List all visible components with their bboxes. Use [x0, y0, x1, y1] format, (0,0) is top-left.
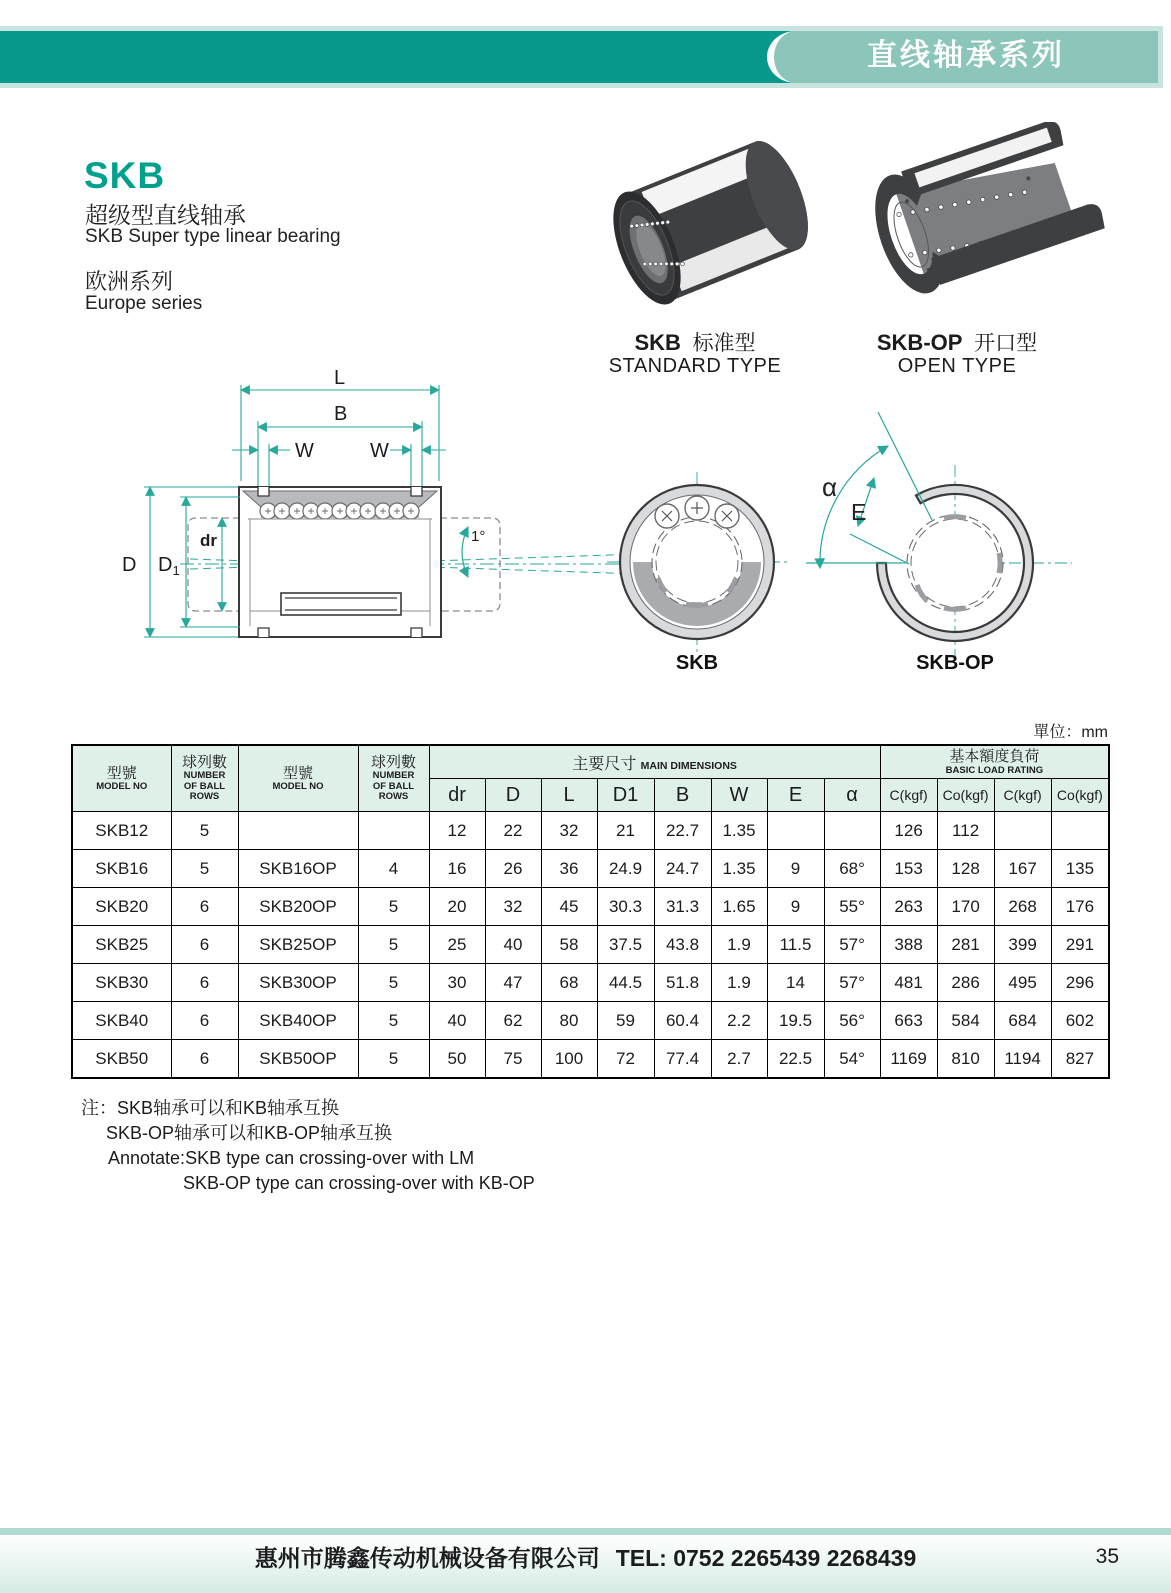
banner-pill [767, 31, 1158, 83]
alpha-label: α [822, 472, 838, 502]
cell-rows: 6 [171, 964, 238, 1002]
header-E: E [767, 779, 824, 812]
note-line: 注：SKB轴承可以和KB轴承互换 [81, 1098, 340, 1118]
caption-model: SKB-OP [876, 330, 963, 355]
skb-section-view [607, 472, 787, 674]
cell-model: SKB40 [72, 1002, 171, 1040]
series-name-en: Europe series [85, 293, 203, 314]
svg-text:L: L [334, 367, 346, 389]
cell-C1: 1169 [880, 1040, 937, 1079]
cell-E: 22.5 [767, 1040, 824, 1079]
table-row [72, 888, 1109, 926]
cell-Co1: 281 [937, 926, 994, 964]
spec-table [71, 744, 1110, 1079]
cell-rows_op: 5 [358, 888, 429, 926]
cell-W: 2.2 [711, 1002, 767, 1040]
notes [81, 1096, 535, 1196]
unit-label: 單位：mm [1033, 724, 1108, 741]
cell-D1: 37.5 [597, 926, 654, 964]
cell-rows_op: 5 [358, 1040, 429, 1079]
cell-model_op: SKB16OP [238, 850, 358, 888]
svg-text:B: B [334, 403, 348, 425]
note-line: Annotate:SKB type can crossing-over with LM [108, 1148, 475, 1168]
caption-en: OPEN TYPE [897, 355, 1017, 377]
svg-text:W: W [370, 440, 389, 462]
cell-rows: 6 [171, 1040, 238, 1079]
cell-rows: 6 [171, 888, 238, 926]
cell-Co2: 291 [1051, 926, 1109, 964]
cell-W: 1.9 [711, 964, 767, 1002]
cell-Co2: 602 [1051, 1002, 1109, 1040]
cell-alpha: 55° [824, 888, 880, 926]
header-W: W [711, 779, 767, 812]
cell-C2: 1194 [994, 1040, 1051, 1079]
open-bearing-photo [838, 122, 1128, 327]
cell-model: SKB30 [72, 964, 171, 1002]
cell-alpha: 54° [824, 1040, 880, 1079]
cell-L: 45 [541, 888, 597, 926]
spec-table-head [72, 745, 1109, 812]
cell-L: 36 [541, 850, 597, 888]
cell-Co1: 810 [937, 1040, 994, 1079]
series-name-cn: 欧洲系列 [85, 269, 174, 294]
header-dr: dr [429, 779, 485, 812]
header-C2: C(kgf) [994, 779, 1051, 812]
standard-bearing-photo [585, 140, 815, 332]
cell-W: 1.35 [711, 850, 767, 888]
cell-L: 58 [541, 926, 597, 964]
header-D1: D1 [597, 779, 654, 812]
note-line: SKB-OP type can crossing-over with KB-OP [183, 1173, 535, 1193]
svg-text:D1: $D_1$ [158, 554, 180, 578]
cell-D: 47 [485, 964, 541, 1002]
cell-dr: 30 [429, 964, 485, 1002]
cell-C2: 684 [994, 1002, 1051, 1040]
header-B: B [654, 779, 711, 812]
cell-model_op: SKB50OP [238, 1040, 358, 1079]
cell-D: 40 [485, 926, 541, 964]
cell-B: 43.8 [654, 926, 711, 964]
cell-E: 9 [767, 888, 824, 926]
header-basic-load: 基本額度負荷 BASIC LOAD RATING [880, 745, 1109, 779]
cell-rows_op: 5 [358, 964, 429, 1002]
cell-C1: 481 [880, 964, 937, 1002]
cell-alpha: 56° [824, 1002, 880, 1040]
e-label: E [851, 499, 867, 525]
cell-D: 22 [485, 812, 541, 850]
cell-C2 [994, 812, 1051, 850]
svg-text:W: W [295, 440, 314, 462]
cell-D1: 21 [597, 812, 654, 850]
cell-W: 1.9 [711, 926, 767, 964]
cell-C1: 263 [880, 888, 937, 926]
cell-model: SKB25 [72, 926, 171, 964]
cell-W: 1.35 [711, 812, 767, 850]
header-model-op: 型號 MODEL NO [238, 745, 358, 812]
header-Co2: Co(kgf) [1051, 779, 1109, 812]
cell-D: 26 [485, 850, 541, 888]
cell-C1: 388 [880, 926, 937, 964]
cell-dr: 50 [429, 1040, 485, 1079]
footer-text [0, 1540, 1171, 1573]
cell-E [767, 812, 824, 850]
cell-model: SKB16 [72, 850, 171, 888]
company-name: 惠州市腾鑫传动机械设备有限公司 [254, 1545, 600, 1571]
cell-Co1: 112 [937, 812, 994, 850]
cell-B: 77.4 [654, 1040, 711, 1079]
cell-D: 62 [485, 1002, 541, 1040]
cell-C1: 126 [880, 812, 937, 850]
cell-B: 51.8 [654, 964, 711, 1002]
header-Co1: Co(kgf) [937, 779, 994, 812]
cell-rows: 5 [171, 850, 238, 888]
cell-D: 75 [485, 1040, 541, 1079]
cell-model: SKB20 [72, 888, 171, 926]
cell-rows_op: 4 [358, 850, 429, 888]
cell-dr: 16 [429, 850, 485, 888]
cell-rows_op: 5 [358, 926, 429, 964]
cell-Co1: 584 [937, 1002, 994, 1040]
cell-rows_op: 5 [358, 1002, 429, 1040]
header-alpha: α [824, 779, 880, 812]
cell-C2: 167 [994, 850, 1051, 888]
product-subtitle-cn: 超级型直线轴承 [85, 202, 246, 228]
cell-alpha: 57° [824, 964, 880, 1002]
header-main-dimensions: 主要尺寸 MAIN DIMENSIONS [429, 745, 880, 779]
cell-C2: 399 [994, 926, 1051, 964]
series-title: 直线轴承系列 [867, 39, 1065, 72]
cell-model_op: SKB30OP [238, 964, 358, 1002]
cell-rows_op [358, 812, 429, 850]
cell-B: 31.3 [654, 888, 711, 926]
product-subtitle-en: SKB Super type linear bearing [85, 226, 341, 247]
svg-text:dr: dr [200, 531, 217, 550]
header-ball-rows-op: 球列數 NUMBER OF BALL ROWS [358, 745, 429, 812]
cell-E: 9 [767, 850, 824, 888]
cell-Co2: 135 [1051, 850, 1109, 888]
cell-rows: 5 [171, 812, 238, 850]
caption-model: SKB [634, 330, 681, 355]
header-model: 型號 MODEL NO [72, 745, 171, 812]
company-tel: TEL: 0752 2265439 2268439 [615, 1545, 917, 1571]
cell-E: 14 [767, 964, 824, 1002]
cell-model: SKB12 [72, 812, 171, 850]
table-row [72, 850, 1109, 888]
cell-D: 32 [485, 888, 541, 926]
note-line: SKB-OP轴承可以和KB-OP轴承互换 [106, 1123, 393, 1143]
caption-cn: 开口型 [974, 332, 1038, 355]
cell-model: SKB50 [72, 1040, 171, 1079]
cell-C2: 268 [994, 888, 1051, 926]
cell-D1: 24.9 [597, 850, 654, 888]
cell-alpha [824, 812, 880, 850]
cell-B: 24.7 [654, 850, 711, 888]
table-row [72, 1040, 1109, 1079]
cell-dr: 25 [429, 926, 485, 964]
cell-W: 2.7 [711, 1040, 767, 1079]
cell-D1: 72 [597, 1040, 654, 1079]
cell-L: 80 [541, 1002, 597, 1040]
header-ball-rows: 球列數 NUMBER OF BALL ROWS [171, 745, 238, 812]
cell-C1: 153 [880, 850, 937, 888]
cell-C2: 495 [994, 964, 1051, 1002]
caption-en: STANDARD TYPE [608, 355, 782, 377]
cell-model_op: SKB40OP [238, 1002, 358, 1040]
angle-label: 1° [471, 528, 486, 545]
cell-dr: 20 [429, 888, 485, 926]
cell-Co2: 176 [1051, 888, 1109, 926]
cell-alpha: 57° [824, 926, 880, 964]
cell-Co2 [1051, 812, 1109, 850]
table-row [72, 964, 1109, 1002]
cell-Co2: 827 [1051, 1040, 1109, 1079]
skb-section-label: SKB [675, 652, 719, 674]
cell-W: 1.65 [711, 888, 767, 926]
page-number: 35 [1095, 1545, 1119, 1568]
cell-E: 19.5 [767, 1002, 824, 1040]
cell-L: 100 [541, 1040, 597, 1079]
cell-dr: 12 [429, 812, 485, 850]
table-row [72, 1002, 1109, 1040]
cell-rows: 6 [171, 926, 238, 964]
header-L: L [541, 779, 597, 812]
product-name: SKB [84, 155, 166, 196]
svg-text:D: D [122, 554, 137, 576]
cell-D1: 44.5 [597, 964, 654, 1002]
cell-model_op: SKB20OP [238, 888, 358, 926]
cell-B: 22.7 [654, 812, 711, 850]
header-D: D [485, 779, 541, 812]
cell-Co1: 170 [937, 888, 994, 926]
skbop-section-view [806, 412, 1072, 674]
top-banner [0, 26, 1163, 88]
cell-B: 60.4 [654, 1002, 711, 1040]
cell-rows: 6 [171, 1002, 238, 1040]
cell-alpha: 68° [824, 850, 880, 888]
skbop-section-label: SKB-OP [916, 652, 994, 674]
footer-band [0, 1528, 1171, 1535]
table-row [72, 812, 1109, 850]
cell-D1: 59 [597, 1002, 654, 1040]
cell-L: 68 [541, 964, 597, 1002]
cell-dr: 40 [429, 1002, 485, 1040]
cell-D1: 30.3 [597, 888, 654, 926]
caption-cn: 标准型 [692, 332, 756, 355]
cell-C1: 663 [880, 1002, 937, 1040]
cell-Co2: 296 [1051, 964, 1109, 1002]
cell-E: 11.5 [767, 926, 824, 964]
table-row [72, 926, 1109, 964]
spec-table-body [72, 812, 1109, 1079]
cell-model_op: SKB25OP [238, 926, 358, 964]
header-C1: C(kgf) [880, 779, 937, 812]
cell-L: 32 [541, 812, 597, 850]
cell-Co1: 128 [937, 850, 994, 888]
cell-model_op [238, 812, 358, 850]
cell-Co1: 286 [937, 964, 994, 1002]
technical-drawing [0, 360, 1171, 705]
